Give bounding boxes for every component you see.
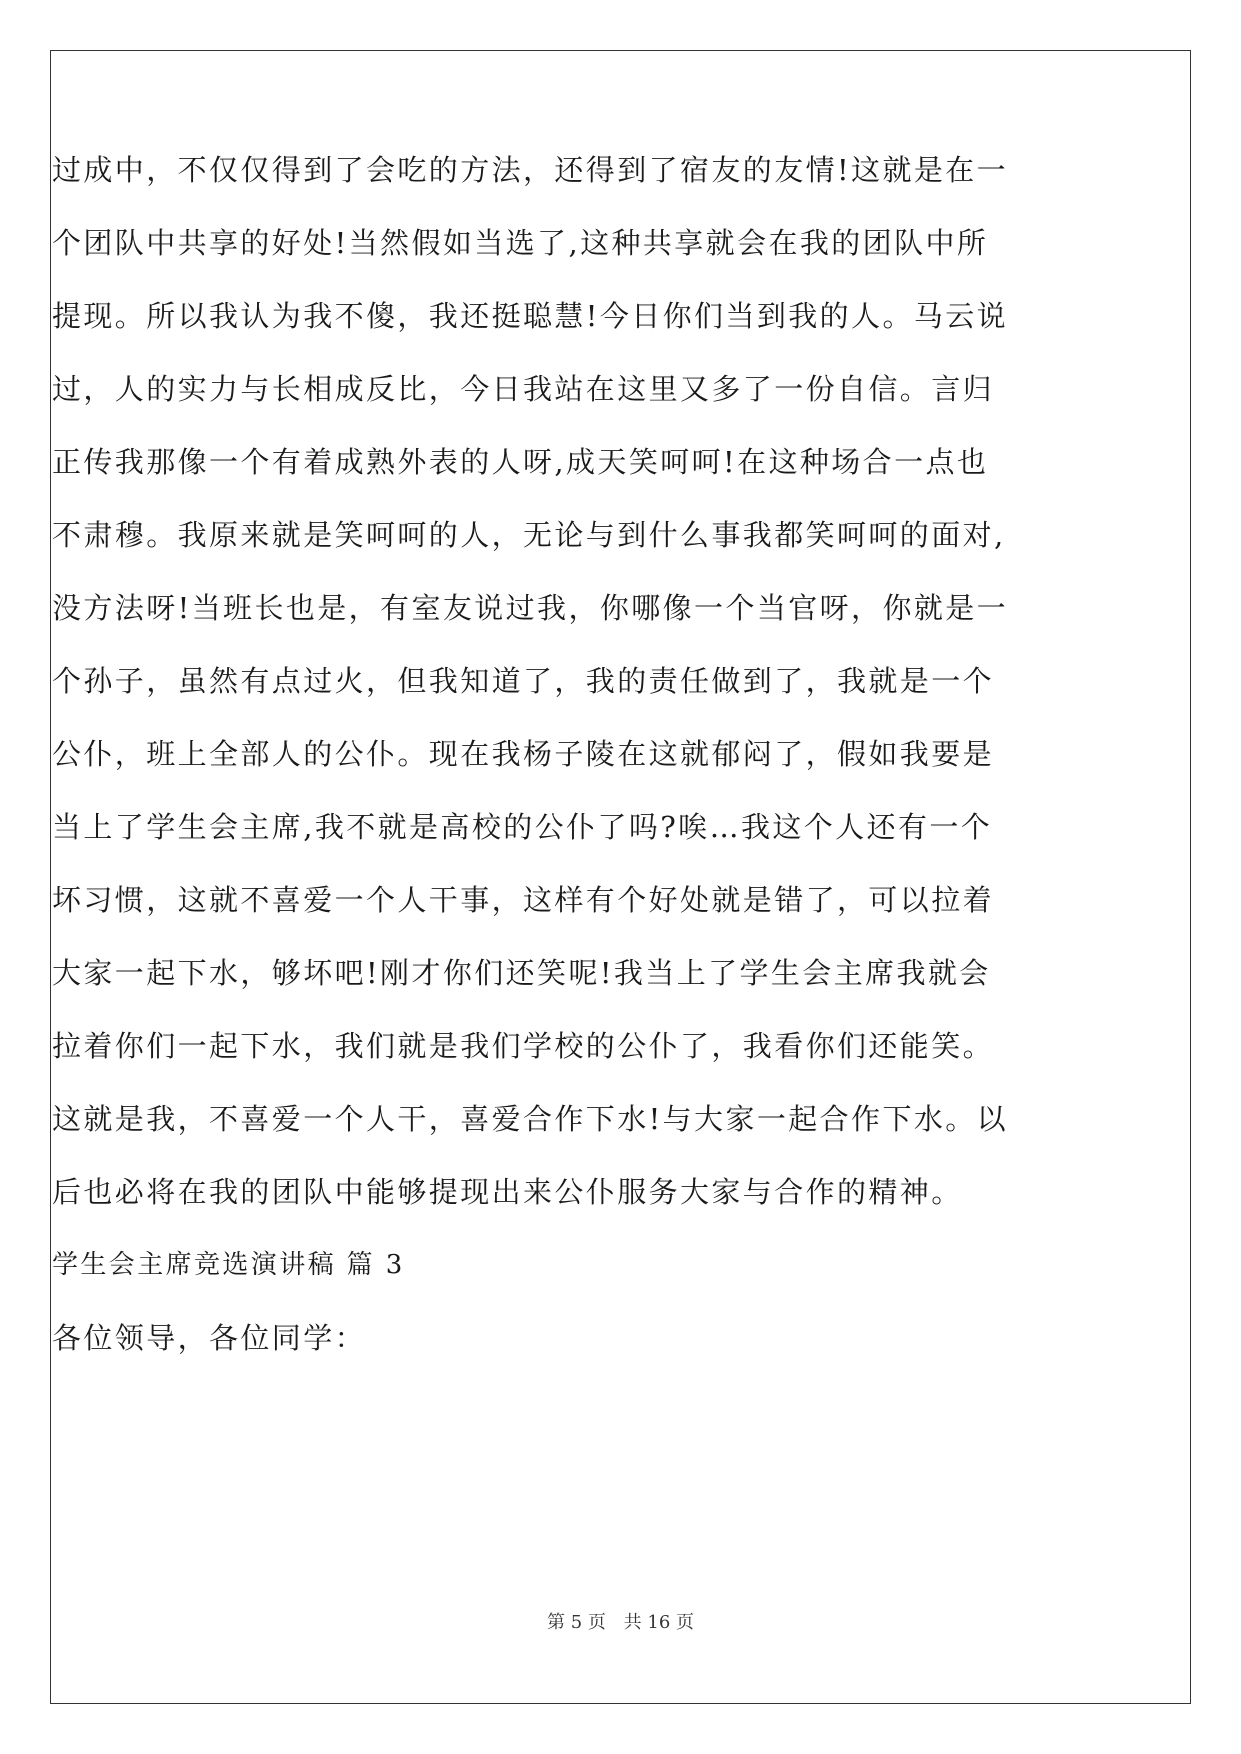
text-line-5: 正传我那像一个有着成熟外表的人呀,成天笑呵呵!在这种场合一点也 bbox=[52, 445, 989, 479]
text-line-1: 过成中，不仅仅得到了会吃的方法，还得到了宿友的友情!这就是在一 bbox=[52, 153, 1009, 187]
text-line-8: 个孙子，虽然有点过火，但我知道了，我的责任做到了，我就是一个 bbox=[52, 664, 995, 698]
text-line-12: 大家一起下水，够坏吧!刚才你们还笑呢!我当上了学生会主席我就会 bbox=[52, 956, 991, 990]
text-line-2: 个团队中共享的好处!当然假如当选了,这种共享就会在我的团队中所 bbox=[52, 226, 989, 260]
text-line-6: 不肃穆。我原来就是笑呵呵的人，无论与到什么事我都笑呵呵的面对, bbox=[52, 518, 1006, 552]
text-line-15: 后也必将在我的团队中能够提现出来公仆服务大家与合作的精神。 bbox=[52, 1175, 963, 1209]
text-line-4: 过，人的实力与长相成反比，今日我站在这里又多了一份自信。言归 bbox=[52, 372, 995, 406]
salutation: 各位领导，各位同学： bbox=[52, 1321, 367, 1355]
text-line-10: 当上了学生会主席,我不就是高校的公仆了吗?唉…我这个人还有一个 bbox=[52, 810, 993, 844]
text-line-14: 这就是我，不喜爱一个人干，喜爱合作下水!与大家一起合作下水。以 bbox=[52, 1102, 1009, 1136]
section-heading: 学生会主席竞选演讲稿 篇 3 bbox=[52, 1250, 405, 1280]
page-footer bbox=[0, 1608, 1241, 1634]
text-line-11: 坏习惯，这就不喜爱一个人干事，这样有个好处就是错了，可以拉着 bbox=[52, 883, 995, 917]
text-line-13: 拉着你们一起下水，我们就是我们学校的公仆了，我看你们还能笑。 bbox=[52, 1029, 995, 1063]
text-line-7: 没方法呀!当班长也是，有室友说过我，你哪像一个当官呀，你就是一 bbox=[52, 591, 1009, 625]
text-line-3: 提现。所以我认为我不傻，我还挺聪慧!今日你们当到我的人。马云说 bbox=[52, 299, 1009, 333]
text-line-9: 公仆，班上全部人的公仆。现在我杨子陵在这就郁闷了，假如我要是 bbox=[52, 737, 995, 771]
page-total: 共 16 页 bbox=[623, 1612, 694, 1633]
page-number: 第 5 页 bbox=[547, 1612, 606, 1633]
